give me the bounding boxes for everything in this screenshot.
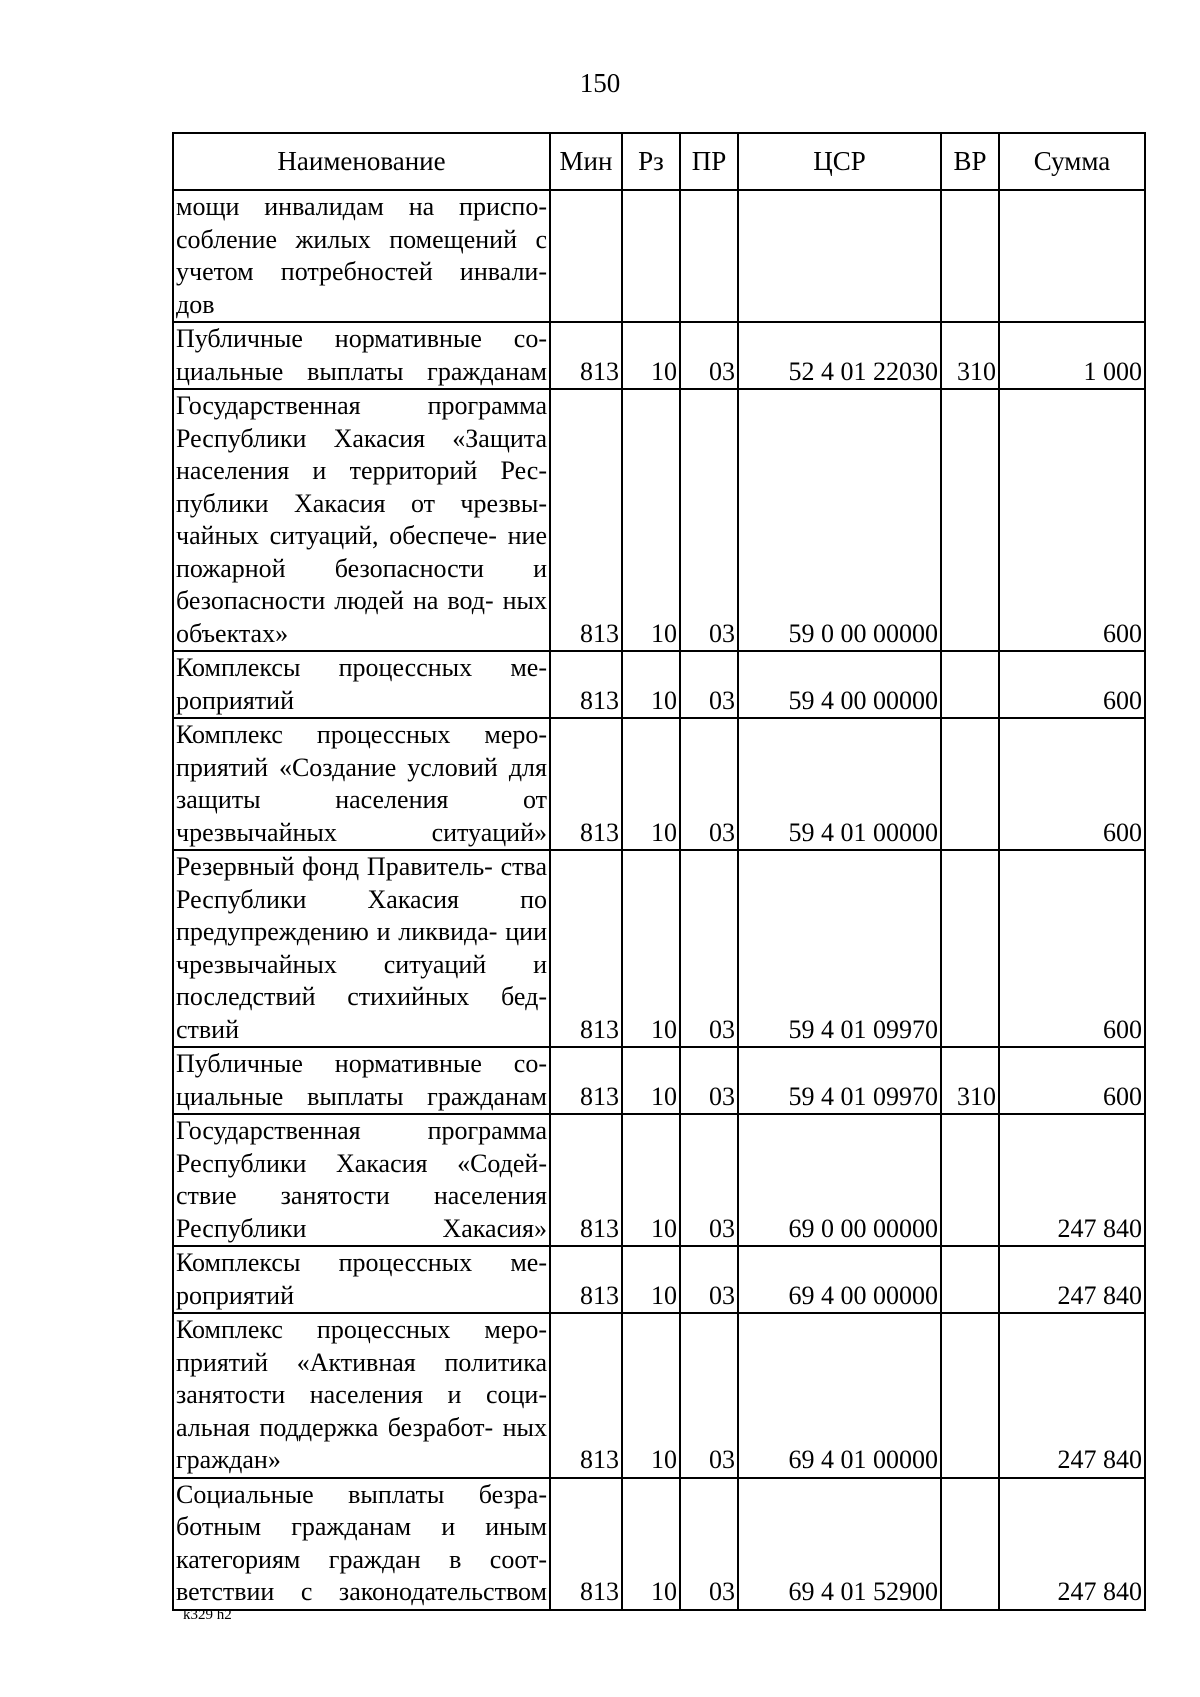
cell-name: Социальные выплаты безра- ботным гражданам и иным категориям граждан в соот- ветствии с законодательством (173, 1478, 550, 1610)
cell-rz: 10 (622, 1114, 680, 1246)
cell-pr: 03 (680, 1478, 738, 1610)
cell-min: 813 (550, 718, 622, 850)
cell-pr: 03 (680, 718, 738, 850)
table-row (173, 1313, 1145, 1478)
cell-csr: 69 4 01 00000 (738, 1313, 941, 1478)
cell-name: Комплексы процессных ме- роприятий (173, 651, 550, 718)
cell-name: Комплекс процессных меро- приятий «Создание условий для защиты населения от чрезвычайных ситуаций» (173, 718, 550, 850)
cell-rz: 10 (622, 389, 680, 651)
cell-pr: 03 (680, 1313, 738, 1478)
cell-csr: 59 0 00 00000 (738, 389, 941, 651)
cell-vr: 310 (941, 322, 999, 389)
cell-vr (941, 1114, 999, 1246)
cell-vr (941, 190, 999, 322)
cell-csr: 59 4 01 09970 (738, 1047, 941, 1114)
cell-csr: 59 4 01 09970 (738, 850, 941, 1047)
cell-min: 813 (550, 322, 622, 389)
cell-name: Комплекс процессных меро- приятий «Активная политика занятости населения и соци- альная поддержка безработ- ных граждан» (173, 1313, 550, 1478)
cell-rz: 10 (622, 651, 680, 718)
cell-name: Публичные нормативные со- циальные выплаты гражданам (173, 1047, 550, 1114)
cell-pr: 03 (680, 1114, 738, 1246)
cell-sum (999, 190, 1145, 322)
cell-csr: 69 4 00 00000 (738, 1246, 941, 1313)
table-row (173, 1114, 1145, 1246)
cell-vr (941, 389, 999, 651)
header-sum: Сумма (999, 133, 1145, 190)
footer-code: k329 h2 (183, 1607, 232, 1623)
cell-name: Государственная программа Республики Хакасия «Содей- ствие занятости населения Республики Хакасия» (173, 1114, 550, 1246)
header-vr: ВР (941, 133, 999, 190)
cell-name: Публичные нормативные со- циальные выплаты гражданам (173, 322, 550, 389)
cell-csr: 69 0 00 00000 (738, 1114, 941, 1246)
header-min: Мин (550, 133, 622, 190)
cell-rz: 10 (622, 1478, 680, 1610)
cell-sum: 600 (999, 850, 1145, 1047)
cell-sum: 247 840 (999, 1246, 1145, 1313)
page-number: 150 (579, 68, 621, 98)
cell-vr: 310 (941, 1047, 999, 1114)
cell-pr: 03 (680, 651, 738, 718)
cell-sum: 600 (999, 718, 1145, 850)
cell-pr: 03 (680, 1246, 738, 1313)
cell-min: 813 (550, 389, 622, 651)
cell-pr: 03 (680, 1047, 738, 1114)
cell-vr (941, 850, 999, 1047)
cell-name: мощи инвалидам на приспо- собление жилых помещений с учетом потребностей инвали- дов (173, 190, 550, 322)
cell-vr (941, 718, 999, 850)
cell-min: 813 (550, 1478, 622, 1610)
cell-csr: 59 4 00 00000 (738, 651, 941, 718)
cell-name: Государственная программа Республики Хакасия «Защита населения и территорий Рес- публики Хакасия от чрезвы- чайных ситуаций, обеспече- ние пожарной безопасности и безопасности людей на вод- ных объектах» (173, 389, 550, 651)
cell-pr: 03 (680, 322, 738, 389)
cell-rz: 10 (622, 718, 680, 850)
cell-sum: 247 840 (999, 1478, 1145, 1610)
table-row (173, 1047, 1145, 1114)
header-rz: Рз (622, 133, 680, 190)
table-row (173, 1478, 1145, 1610)
cell-vr (941, 1246, 999, 1313)
cell-vr (941, 651, 999, 718)
cell-sum: 247 840 (999, 1313, 1145, 1478)
cell-name: Резервный фонд Правитель- ства Республики Хакасия по предупреждению и ликвида- ции чрезвычайных ситуаций и последствий стихийных бед- ствий (173, 850, 550, 1047)
cell-min (550, 190, 622, 322)
table-row (173, 1246, 1145, 1313)
header-pr: ПР (680, 133, 738, 190)
cell-rz: 10 (622, 1313, 680, 1478)
cell-name: Комплексы процессных ме- роприятий (173, 1246, 550, 1313)
table-row (173, 322, 1145, 389)
table-row (173, 389, 1145, 651)
header-csr: ЦСР (738, 133, 941, 190)
cell-rz: 10 (622, 1047, 680, 1114)
cell-pr (680, 190, 738, 322)
cell-csr: 52 4 01 22030 (738, 322, 941, 389)
table-row (173, 651, 1145, 718)
header-name: Наименование (173, 133, 550, 190)
table-row (173, 190, 1145, 322)
cell-min: 813 (550, 1047, 622, 1114)
cell-rz: 10 (622, 322, 680, 389)
cell-min: 813 (550, 1114, 622, 1246)
cell-min: 813 (550, 1246, 622, 1313)
cell-min: 813 (550, 850, 622, 1047)
cell-csr (738, 190, 941, 322)
cell-rz: 10 (622, 1246, 680, 1313)
cell-pr: 03 (680, 389, 738, 651)
cell-sum: 1 000 (999, 322, 1145, 389)
cell-vr (941, 1478, 999, 1610)
cell-rz: 10 (622, 850, 680, 1047)
cell-rz (622, 190, 680, 322)
budget-table (172, 132, 1146, 1611)
table-row (173, 718, 1145, 850)
cell-pr: 03 (680, 850, 738, 1047)
cell-min: 813 (550, 1313, 622, 1478)
cell-sum: 600 (999, 389, 1145, 651)
cell-csr: 59 4 01 00000 (738, 718, 941, 850)
cell-csr: 69 4 01 52900 (738, 1478, 941, 1610)
cell-sum: 600 (999, 1047, 1145, 1114)
table-row (173, 850, 1145, 1047)
cell-vr (941, 1313, 999, 1478)
cell-min: 813 (550, 651, 622, 718)
table-body (173, 190, 1145, 1610)
cell-sum: 247 840 (999, 1114, 1145, 1246)
table-header-row (173, 133, 1145, 190)
cell-sum: 600 (999, 651, 1145, 718)
